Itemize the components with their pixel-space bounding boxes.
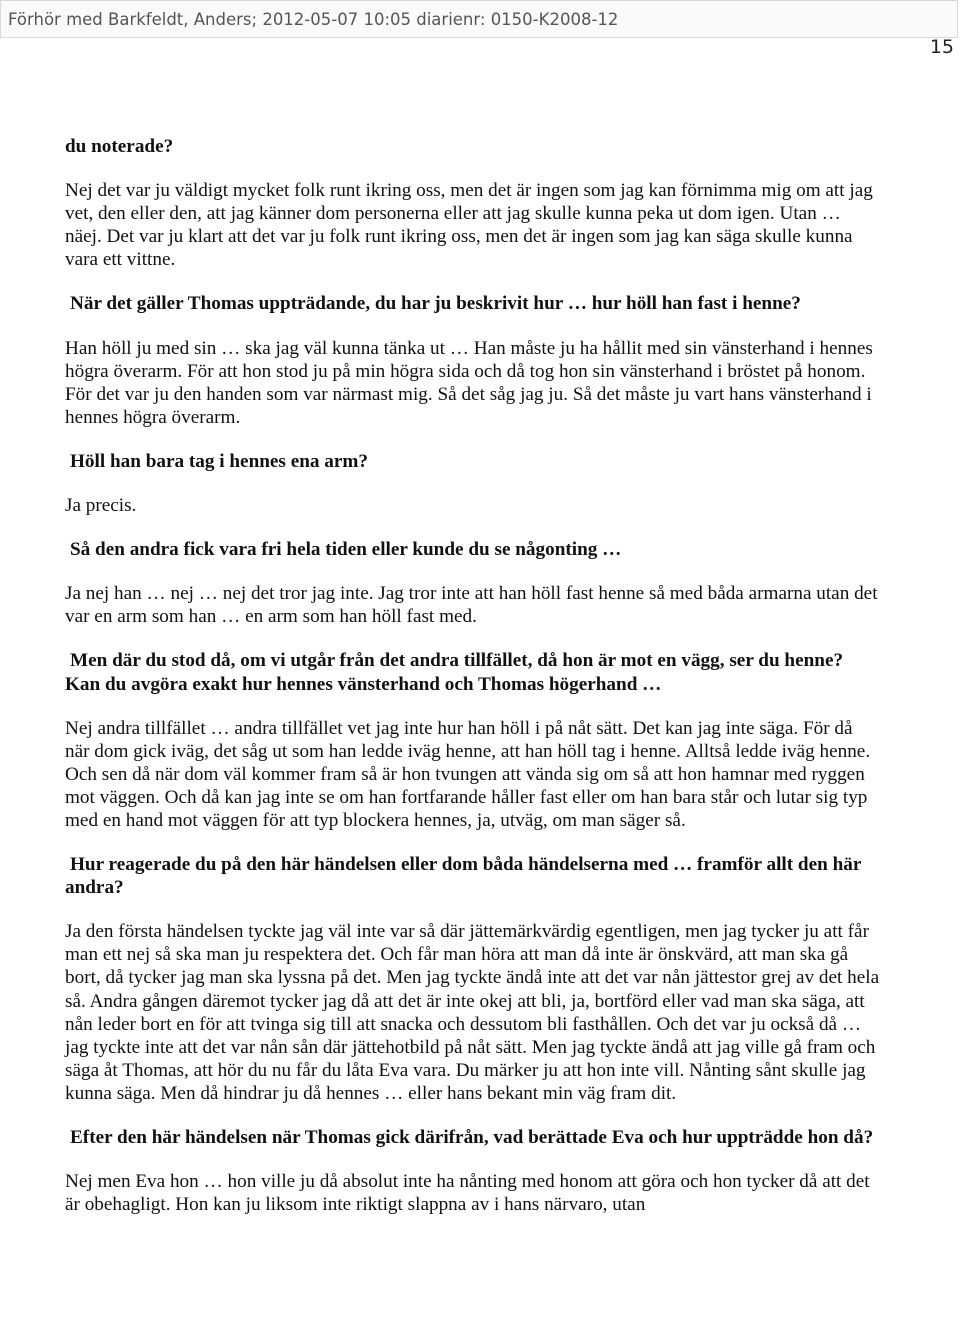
answer-paragraph: Nej andra tillfället … andra tillfället vet jag inte hur han höll i på nåt sätt. Det kan jag inte säga. För då när dom gick iväg, det såg ut som han ledde iväg henne, att han höll tag i henne. Alltså ledde iväg henne. Och sen då när dom väl kommer fram så är hon tvungen att vända sig om så att hon hamnar med ryggen mot väggen. Och då kan jag inte se om han fortfarande håller fast eller om han bara står och lutar sig typ med en hand mot väggen för att typ blockera hennes, ja, utväg, om man säger så. (65, 717, 871, 831)
question-paragraph: Så den andra fick vara fri hela tiden eller kunde du se någonting … (70, 539, 622, 561)
answer-paragraph: Ja precis. (65, 495, 137, 517)
question-paragraph: du noterade? (65, 136, 174, 157)
page-number: 15 (929, 36, 954, 58)
question-paragraph: När det gäller Thomas uppträdande, du har ju beskrivit hur … hur höll han fast i henne? (70, 293, 801, 315)
answer-paragraph: Han höll ju med sin … ska jag väl kunna tänka ut … Han måste ju ha hållit med sin vänsterhand i hennes högra överarm. För att hon stod ju på min högra sida och då tog hon sin vänsterhand i bröstet på honom. För det var ju den handen som var närmast mig. Så det såg jag ju. Så det måste ju vart hans vänsterhand i hennes högra överarm. (65, 337, 873, 428)
answer-paragraph: Ja den första händelsen tyckte jag väl inte var så där jättemärkvärdig egentligen, men jag tycker ju att får man ett nej så ska man ju respektera det. Och får man höra att man då inte är önskvärd, att man ska gå bort, då tycker jag man ska lyssna på det. Men jag tyckte ändå inte att det var nån jättestor grej av det hela så. Andra gången däremot tycker jag då att det är inte okej att bli, ja, bortförd eller vad man ska säga, att nån leder bort en för att tvinga sig till att snacka och dessutom bli fasthållen. Och det var ju också då … jag tyckte inte att det var nån sån där jättehotbild på nåt sätt. Men jag tyckte ändå att jag ville gå fram och säga åt Thomas, att hör du nu får du låta Eva vara. Du märker ju att hon inte vill. Nånting sånt skulle jag kunna säga. Men då hindrar ju då hennes … eller hans bekant min väg fram dit. (65, 921, 880, 1104)
transcript-body (65, 135, 880, 1237)
header-title: Förhör med Barkfeldt, Anders; 2012-05-07 10:05 diarienr: 0150-K2008-12 (8, 10, 619, 29)
answer-paragraph: Nej men Eva hon … hon ville ju då absolut inte ha nånting med honom att göra och hon tycker då att det är obehagligt. Hon kan ju liksom inte riktigt slappna av i hans närvaro, utan (65, 1171, 870, 1216)
question-paragraph: Efter den här händelsen när Thomas gick därifrån, vad berättade Eva och hur uppträdde hon då? (70, 1127, 874, 1148)
document-header (0, 0, 958, 38)
answer-paragraph: Ja nej han … nej … nej det tror jag inte. Jag tror inte att han höll fast henne så med båda armarna utan det var en arm som han … en arm som han höll fast med. (65, 583, 878, 628)
answer-paragraph: Nej det var ju väldigt mycket folk runt ikring oss, men det är ingen som jag kan förnimma mig om att jag vet, den eller den, att jag känner dom personerna eller att jag skulle kunna peka ut dom igen. Utan … näej. Det var ju klart att det var ju folk runt ikring oss, men det är ingen som jag kan säga skulle kunna vara ett vittne. (65, 180, 873, 271)
question-paragraph: Men där du stod då, om vi utgår från det andra tillfället, då hon är mot en vägg, ser du henne? Kan du avgöra exakt hur hennes vänsterhand och Thomas högerhand … (65, 650, 844, 695)
question-paragraph: Höll han bara tag i hennes ena arm? (70, 450, 368, 472)
question-paragraph: Hur reagerade du på den här händelsen eller dom båda händelserna med … framför allt den här andra? (65, 854, 862, 899)
